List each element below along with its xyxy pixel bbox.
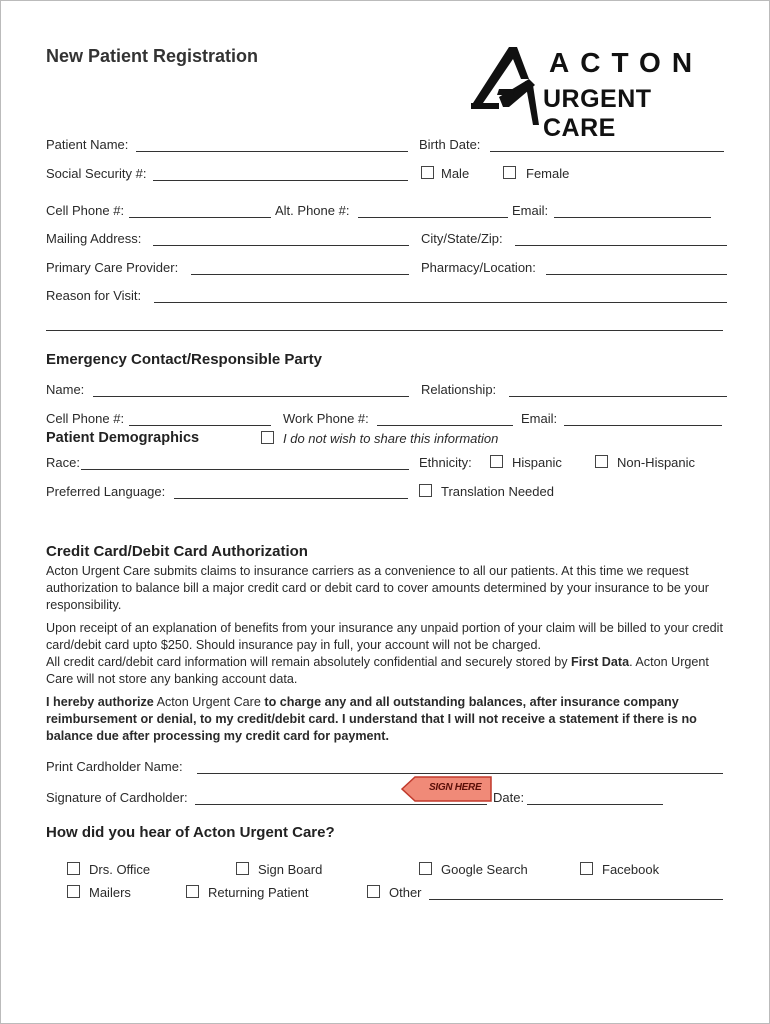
demographics-heading: Patient Demographics <box>46 430 200 446</box>
date-field[interactable] <box>527 804 663 805</box>
emergency-name-label: Name: <box>46 382 85 397</box>
pharmacy-label: Pharmacy/Location: <box>421 260 536 275</box>
referral-heading: How did you hear of Acton Urgent Care? <box>46 824 335 841</box>
drs-office-checkbox[interactable] <box>67 862 80 875</box>
facebook-checkbox[interactable] <box>580 862 593 875</box>
language-field[interactable] <box>174 498 408 499</box>
work-phone-label: Work Phone #: <box>283 411 369 426</box>
emergency-contact-heading: Emergency Contact/Responsible Party <box>46 351 322 368</box>
other-checkbox[interactable] <box>367 885 380 898</box>
reason-label: Reason for Visit: <box>46 288 142 303</box>
reason-field-line-2[interactable] <box>46 330 723 331</box>
google-search-checkbox[interactable] <box>419 862 432 875</box>
pharmacy-field[interactable] <box>546 274 727 275</box>
mailing-address-field[interactable] <box>153 245 409 246</box>
returning-patient-label: Returning Patient <box>208 885 309 900</box>
credit-para-2-bold: First Data <box>571 655 630 669</box>
translation-checkbox[interactable] <box>419 484 432 497</box>
ssn-label: Social Security #: <box>46 166 147 181</box>
credit-card-para-2 <box>46 620 726 688</box>
optout-checkbox[interactable] <box>261 431 274 444</box>
birth-date-field[interactable] <box>490 151 724 152</box>
non-hispanic-checkbox[interactable] <box>595 455 608 468</box>
non-hispanic-label: Non-Hispanic <box>617 455 696 470</box>
ssn-field[interactable] <box>153 180 408 181</box>
alt-phone-label: Alt. Phone #: <box>275 203 350 218</box>
race-field[interactable] <box>81 469 409 470</box>
hispanic-label: Hispanic <box>512 455 562 470</box>
sign-board-checkbox[interactable] <box>236 862 249 875</box>
emergency-cell-label: Cell Phone #: <box>46 411 125 426</box>
city-state-zip-label: City/State/Zip: <box>421 231 503 246</box>
logo-text-urgent-care: URGENT CARE <box>543 85 652 142</box>
sign-board-label: Sign Board <box>258 862 323 877</box>
print-cardholder-field[interactable] <box>197 773 723 774</box>
drs-office-label: Drs. Office <box>89 862 151 877</box>
emergency-cell-field[interactable] <box>129 425 271 426</box>
credit-card-para-3 <box>46 694 726 745</box>
patient-name-label: Patient Name: <box>46 137 129 152</box>
authorize-mid: Acton Urgent Care <box>153 695 265 709</box>
google-search-label: Google Search <box>441 862 528 877</box>
email-label: Email: <box>512 203 549 218</box>
signature-label: Signature of Cardholder: <box>46 790 188 805</box>
birth-date-label: Birth Date: <box>419 137 481 152</box>
facebook-label: Facebook <box>602 862 660 877</box>
print-cardholder-label: Print Cardholder Name: <box>46 759 183 774</box>
date-label: Date: <box>493 790 525 805</box>
emergency-name-field[interactable] <box>93 396 409 397</box>
authorize-bold-1: I hereby authorize <box>46 695 154 709</box>
male-checkbox[interactable] <box>421 166 434 179</box>
relationship-label: Relationship: <box>421 382 497 397</box>
email-field[interactable] <box>554 217 711 218</box>
authorize-bold-2: to charge any and all outstanding balances, after insurance company reimbursement or denial, to my credit/debit card. I understand that I will not receive a statement if there is no balance due after processing my credit card for payment. <box>46 695 697 743</box>
patient-name-field[interactable] <box>136 151 408 152</box>
page-title: New Patient Registration <box>46 46 259 66</box>
mailing-address-label: Mailing Address: <box>46 231 142 246</box>
acton-logo <box>469 45 729 142</box>
translation-label: Translation Needed <box>441 484 554 499</box>
language-label: Preferred Language: <box>46 484 166 499</box>
reason-field[interactable] <box>154 302 727 303</box>
alt-phone-field[interactable] <box>358 217 508 218</box>
signature-field[interactable] <box>195 804 487 805</box>
female-checkbox[interactable] <box>503 166 516 179</box>
race-label: Race: <box>46 455 80 470</box>
emergency-email-field[interactable] <box>564 425 722 426</box>
mailers-label: Mailers <box>89 885 131 900</box>
male-label: Male <box>441 166 470 181</box>
credit-para-2-text-c: . Acton Urgent Care will not store any banking account data. <box>46 655 709 686</box>
cell-phone-field[interactable] <box>129 217 271 218</box>
work-phone-field[interactable] <box>377 425 513 426</box>
primary-care-field[interactable] <box>191 274 409 275</box>
primary-care-label: Primary Care Provider: <box>46 260 179 275</box>
city-state-zip-field[interactable] <box>515 245 727 246</box>
relationship-field[interactable] <box>509 396 727 397</box>
sign-here-label: SIGN HERE <box>429 782 482 793</box>
returning-patient-checkbox[interactable] <box>186 885 199 898</box>
credit-card-heading: Credit Card/Debit Card Authorization <box>46 543 308 560</box>
credit-para-2-text-b: All credit card/debit card information will remain absolutely confidential and securely stored by <box>46 655 571 669</box>
hispanic-checkbox[interactable] <box>490 455 503 468</box>
mailers-checkbox[interactable] <box>67 885 80 898</box>
ethnicity-label: Ethnicity: <box>419 455 472 470</box>
emergency-email-label: Email: <box>521 411 558 426</box>
other-field[interactable] <box>429 899 723 900</box>
female-label: Female <box>526 166 570 181</box>
credit-para-2-text-a: Upon receipt of an explanation of benefits from your insurance any unpaid portion of your claim will be billed to your credit card/debit card upto $250. Should insurance pay in full, your account will not be charged. <box>46 621 723 652</box>
logo-text-acton: ACTON <box>549 47 704 78</box>
credit-card-para-1: Acton Urgent Care submits claims to insurance carriers as a convenience to all our patients. At this time we request authorization to balance bill a major credit card or debit card to cover amounts determined by your insurance to be your responsibility. <box>46 564 709 612</box>
other-label: Other <box>389 885 422 900</box>
sign-here-tab[interactable] <box>401 776 493 802</box>
optout-label: I do not wish to share this information <box>283 431 499 446</box>
cell-phone-label: Cell Phone #: <box>46 203 125 218</box>
